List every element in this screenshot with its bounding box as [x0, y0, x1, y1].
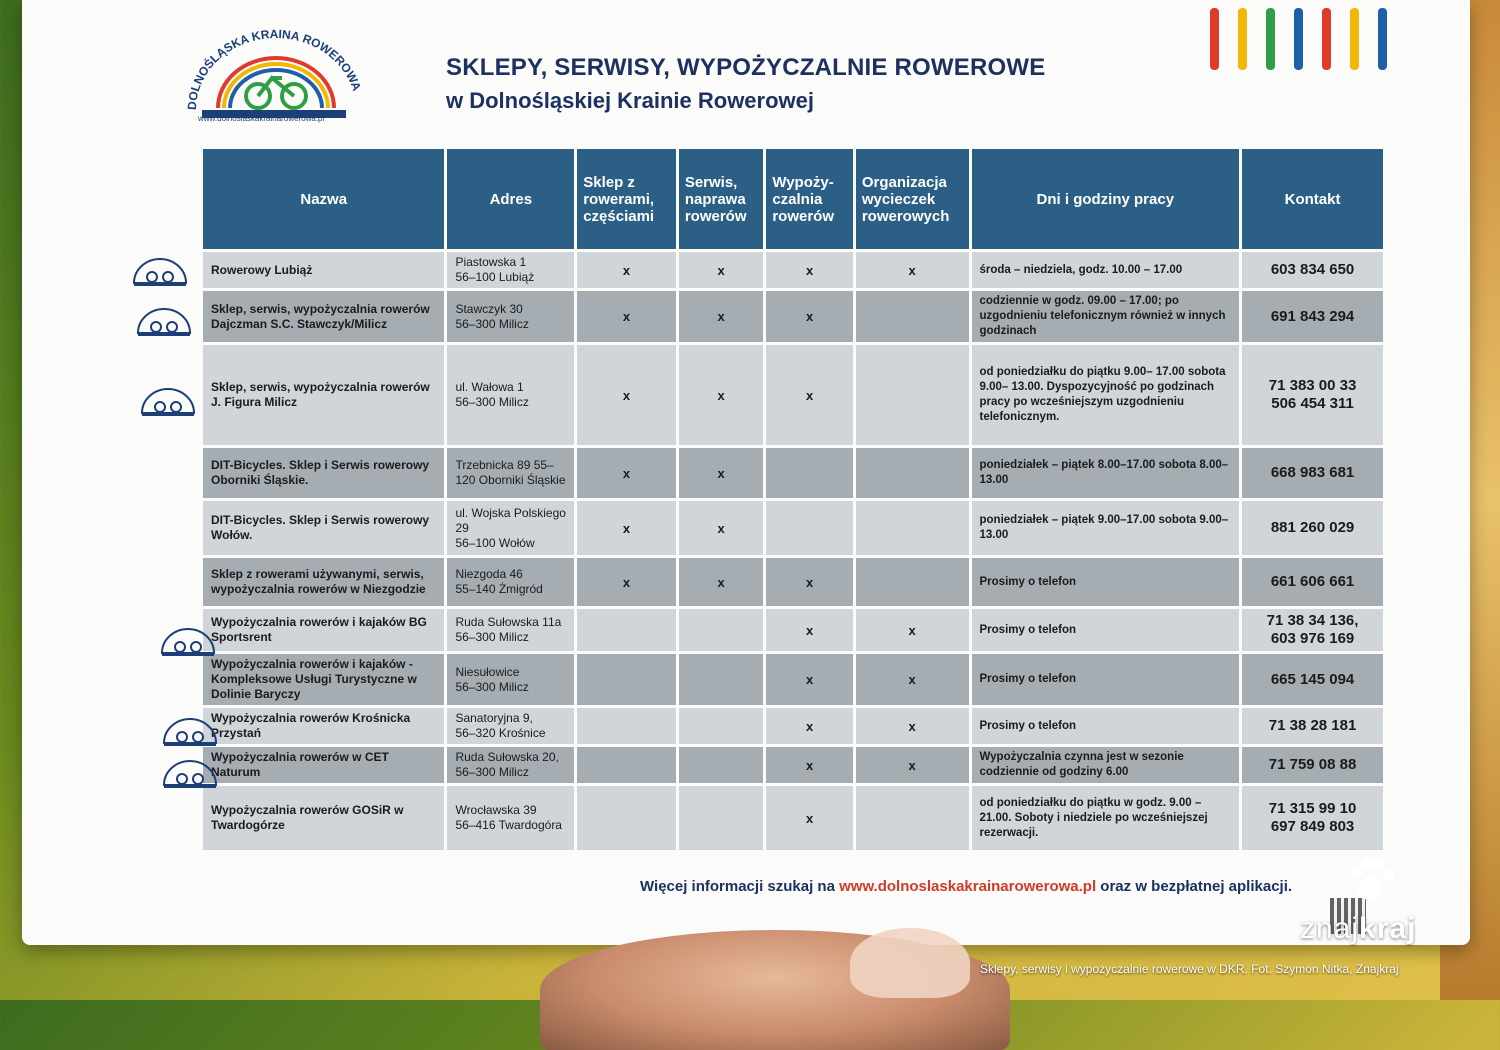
logo-arc-text: DOLNOŚLĄSKA KRAINA ROWEROWA: [184, 26, 364, 111]
thumb: [850, 928, 970, 998]
row-contact: 71 315 99 10 697 849 803: [1242, 786, 1383, 850]
row-tours-mark: [856, 786, 969, 850]
row-address: Sanatoryjna 9, 56–320 Krośnice: [447, 708, 574, 744]
row-address: Ruda Sułowska 11a 56–300 Milicz: [447, 609, 574, 651]
table-row: [203, 654, 1383, 705]
header-tours: Organizacja wycieczek rowerowych: [856, 149, 969, 249]
row-address: ul. Wałowa 1 56–300 Milicz: [447, 345, 574, 445]
table-row: [203, 291, 1383, 342]
row-service-mark: x: [679, 501, 764, 555]
row-rental-mark: [766, 448, 853, 498]
row-name: Sklep, serwis, wypożyczalnia rowerów Dajczman S.C. Stawczyk/Milicz: [203, 291, 444, 342]
row-service-mark: x: [679, 345, 764, 445]
dkr-badge-icon: [130, 253, 190, 287]
table-row: [203, 448, 1383, 498]
header-hours: Dni i godziny pracy: [972, 149, 1240, 249]
dkr-badge-icon: [160, 713, 220, 747]
page-subtitle: w Dolnośląskiej Krainie Rowerowej: [446, 88, 814, 113]
row-name: Sklep z rowerami używanymi, serwis, wypożyczalnia rowerów w Niezgodzie: [203, 558, 444, 606]
row-service-mark: x: [679, 252, 764, 288]
row-name: Wypożyczalnia rowerów i kajaków BG Sportsrent: [203, 609, 444, 651]
row-address: Stawczyk 30 56–300 Milicz: [447, 291, 574, 342]
color-stripe: [1378, 8, 1387, 70]
row-name: Wypożyczalnia rowerów w CET Naturum: [203, 747, 444, 783]
row-address: Wrocławska 39 56–416 Twardogóra: [447, 786, 574, 850]
row-address: ul. Wojska Polskiego 29 56–100 Wołów: [447, 501, 574, 555]
row-rental-mark: x: [766, 747, 853, 783]
row-name: Wypożyczalnia rowerów Krośnicka Przystań: [203, 708, 444, 744]
header-name: Nazwa: [203, 149, 444, 249]
row-hours: Prosimy o telefon: [972, 558, 1240, 606]
photo-caption: Sklepy, serwisy i wypożyczalnie rowerowe w DKR. Fot. Szymon Nitka, Znajkraj: [980, 962, 1399, 976]
row-name: Rowerowy Lubiąż: [203, 252, 444, 288]
row-hours: codziennie w godz. 09.00 – 17.00; po uzgodnieniu telefonicznym również w innych godzinach: [972, 291, 1240, 342]
row-rental-mark: x: [766, 654, 853, 705]
row-shop-mark: [577, 708, 676, 744]
color-stripes: [1210, 8, 1410, 74]
table-body: [203, 252, 1383, 850]
dkr-badge-icon: [158, 623, 218, 657]
row-shop-mark: x: [577, 345, 676, 445]
row-contact: 603 834 650: [1242, 252, 1383, 288]
header-address: Adres: [447, 149, 574, 249]
row-contact: 71 759 08 88: [1242, 747, 1383, 783]
table-row: [203, 609, 1383, 651]
row-hours: Prosimy o telefon: [972, 609, 1240, 651]
dkr-badge-icon: [138, 383, 198, 417]
row-shop-mark: x: [577, 558, 676, 606]
row-tours-mark: x: [856, 609, 969, 651]
row-shop-mark: [577, 609, 676, 651]
row-name: Wypożyczalnia rowerów GOSiR w Twardogórze: [203, 786, 444, 850]
row-hours: od poniedziałku do piątku 9.00– 17.00 sobota 9.00– 13.00. Dyspozycyjność po godzinach pracy po wcześniejszym uzgodnieniu telefonicznym.: [972, 345, 1240, 445]
row-service-mark: [679, 609, 764, 651]
row-rental-mark: x: [766, 609, 853, 651]
row-address: Niezgoda 46 55–140 Żmigród: [447, 558, 574, 606]
row-address: Piastowska 1 56–100 Lubiąż: [447, 252, 574, 288]
row-address: Niesułowice 56–300 Milicz: [447, 654, 574, 705]
table-row: [203, 252, 1383, 288]
header-rental: Wypoży- czalnia rowerów: [766, 149, 853, 249]
row-hours: poniedziałek – piątek 8.00–17.00 sobota 8.00–13.00: [972, 448, 1240, 498]
row-hours: poniedziałek – piątek 9.00–17.00 sobota 9.00–13.00: [972, 501, 1240, 555]
color-stripe: [1294, 8, 1303, 70]
footer-prefix: Więcej informacji szukaj na: [640, 878, 840, 895]
color-stripe: [1238, 8, 1247, 70]
footer-suffix: oraz w bezpłatnej aplikacji.: [1096, 878, 1293, 895]
page-title: SKLEPY, SERWISY, WYPOŻYCZALNIE ROWEROWE: [446, 54, 1046, 81]
row-name: Wypożyczalnia rowerów i kajaków - Kompleksowe Usługi Turystyczne w Dolinie Baryczy: [203, 654, 444, 705]
footer-info: [640, 878, 1292, 895]
color-stripe: [1350, 8, 1359, 70]
row-tours-mark: x: [856, 747, 969, 783]
row-hours: Prosimy o telefon: [972, 654, 1240, 705]
row-address: Trzebnicka 89 55–120 Oborniki Śląskie: [447, 448, 574, 498]
dkr-badge-icon: [160, 755, 220, 789]
row-rental-mark: x: [766, 252, 853, 288]
row-rental-mark: x: [766, 291, 853, 342]
row-hours: Prosimy o telefon: [972, 708, 1240, 744]
row-service-mark: x: [679, 448, 764, 498]
row-service-mark: x: [679, 291, 764, 342]
row-shop-mark: x: [577, 291, 676, 342]
table-row: [203, 345, 1383, 445]
row-shop-mark: [577, 786, 676, 850]
row-name: DIT-Bicycles. Sklep i Serwis rowerowy Wołów.: [203, 501, 444, 555]
row-hours: Wypożyczalnia czynna jest w sezonie codziennie od godziny 6.00: [972, 747, 1240, 783]
table-row: [203, 708, 1383, 744]
row-rental-mark: x: [766, 708, 853, 744]
row-tours-mark: [856, 345, 969, 445]
row-shop-mark: x: [577, 448, 676, 498]
row-contact: 71 38 34 136, 603 976 169: [1242, 609, 1383, 651]
logo-url: www.dolnoslaskakrainarowerowa.pl: [198, 114, 325, 123]
header-service: Serwis, naprawa rowerów: [679, 149, 764, 249]
brand-b: kraj: [1359, 912, 1417, 945]
row-contact: 881 260 029: [1242, 501, 1383, 555]
header-shop: Sklep z rowerami, częściami: [577, 149, 676, 249]
row-rental-mark: [766, 501, 853, 555]
table-header: [203, 149, 1383, 249]
dkr-badge-icon: [134, 303, 194, 337]
row-address: Ruda Sułowska 20, 56–300 Milicz: [447, 747, 574, 783]
row-shop-mark: [577, 747, 676, 783]
row-rental-mark: x: [766, 786, 853, 850]
table-row: [203, 786, 1383, 850]
row-contact: 665 145 094: [1242, 654, 1383, 705]
row-tours-mark: [856, 558, 969, 606]
table-row: [203, 501, 1383, 555]
row-service-mark: [679, 708, 764, 744]
paw-icon: [1340, 850, 1400, 910]
table-row: [203, 747, 1383, 783]
row-service-mark: [679, 786, 764, 850]
row-tours-mark: [856, 501, 969, 555]
row-shop-mark: x: [577, 252, 676, 288]
brand-watermark: [1300, 912, 1416, 946]
row-service-mark: x: [679, 558, 764, 606]
row-tours-mark: x: [856, 708, 969, 744]
table-row: [203, 558, 1383, 606]
footer-url[interactable]: www.dolnoslaskakrainarowerowa.pl: [839, 878, 1097, 895]
row-name: Sklep, serwis, wypożyczalnia rowerów J. Figura Milicz: [203, 345, 444, 445]
row-contact: 691 843 294: [1242, 291, 1383, 342]
row-shop-mark: [577, 654, 676, 705]
row-tours-mark: x: [856, 252, 969, 288]
row-contact: 668 983 681: [1242, 448, 1383, 498]
row-contact: 661 606 661: [1242, 558, 1383, 606]
header-contact: Kontakt: [1242, 149, 1383, 249]
row-service-mark: [679, 747, 764, 783]
row-service-mark: [679, 654, 764, 705]
row-rental-mark: x: [766, 558, 853, 606]
row-tours-mark: [856, 291, 969, 342]
row-hours: środa – niedziela, godz. 10.00 – 17.00: [972, 252, 1240, 288]
color-stripe: [1266, 8, 1275, 70]
row-rental-mark: x: [766, 345, 853, 445]
row-contact: 71 38 28 181: [1242, 708, 1383, 744]
row-tours-mark: [856, 448, 969, 498]
row-contact: 71 383 00 33 506 454 311: [1242, 345, 1383, 445]
row-tours-mark: x: [856, 654, 969, 705]
color-stripe: [1210, 8, 1219, 70]
row-hours: od poniedziałku do piątku w godz. 9.00 – 21.00. Soboty i niedziele po wcześniejszej rezerwacji.: [972, 786, 1240, 850]
row-shop-mark: x: [577, 501, 676, 555]
color-stripe: [1322, 8, 1331, 70]
row-name: DIT-Bicycles. Sklep i Serwis rowerowy Oborniki Śląskie.: [203, 448, 444, 498]
brand-a: znaj: [1300, 912, 1360, 945]
shops-table: [200, 146, 1386, 853]
